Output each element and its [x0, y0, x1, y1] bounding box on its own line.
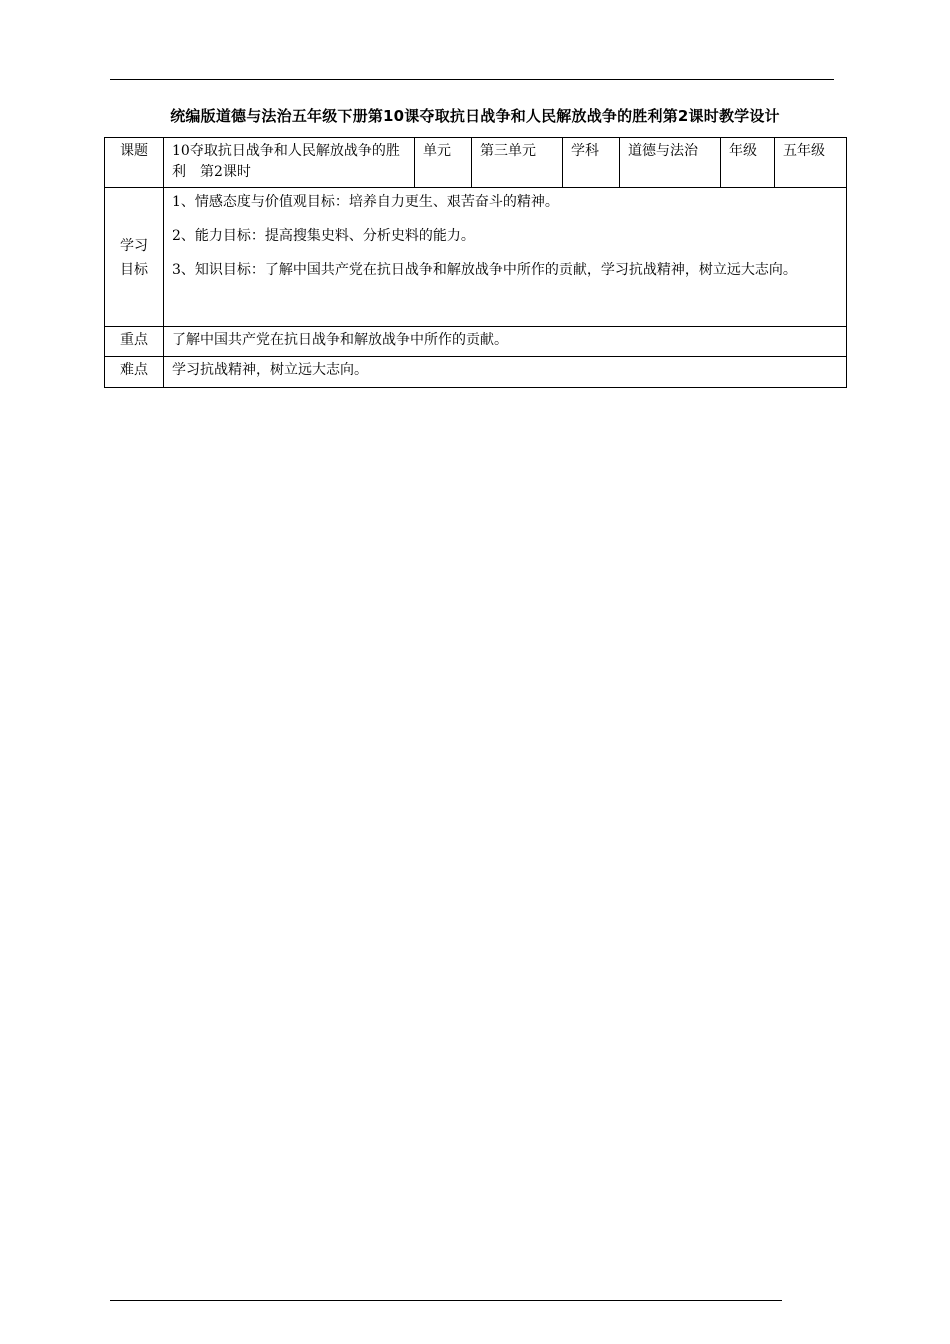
document-title: 统编版道德与法治五年级下册第10课夺取抗日战争和人民解放战争的胜利第2课时教学设计	[170, 107, 780, 125]
footer-rule	[110, 1300, 782, 1301]
table-row-header	[105, 138, 847, 188]
key-point-value: 了解中国共产党在抗日战争和解放战争中所作的贡献。	[164, 327, 847, 357]
objectives-label	[105, 188, 164, 327]
topic-label: 课题	[105, 138, 164, 188]
difficulty-label: 难点	[105, 357, 164, 388]
difficulty-value: 学习抗战精神，树立远大志向。	[164, 357, 847, 388]
grade-label: 年级	[721, 138, 775, 188]
grade-value: 五年级	[775, 138, 847, 188]
objectives-content	[164, 188, 847, 327]
objective-item: 1、情感态度与价值观目标：培养自力更生、艰苦奋斗的精神。	[172, 194, 559, 210]
topic-value: 10夺取抗日战争和人民解放战争的胜利 第2课时	[164, 138, 415, 188]
table-row-objectives	[105, 188, 847, 327]
unit-label: 单元	[415, 138, 472, 188]
unit-value: 第三单元	[472, 138, 563, 188]
lesson-plan-table	[104, 137, 847, 388]
objective-item: 2、能力目标：提高搜集史料、分析史料的能力。	[172, 228, 475, 244]
table-row-difficulty	[105, 357, 847, 388]
subject-label: 学科	[563, 138, 620, 188]
objectives-label-text: 学习目标	[120, 237, 148, 278]
table-row-key-point	[105, 327, 847, 357]
key-point-label: 重点	[105, 327, 164, 357]
subject-value: 道德与法治	[620, 138, 721, 188]
header-rule	[110, 79, 834, 80]
objective-item: 3、知识目标：了解中国共产党在抗日战争和解放战争中所作的贡献，学习抗战精神，树立远大志向。	[172, 262, 797, 278]
